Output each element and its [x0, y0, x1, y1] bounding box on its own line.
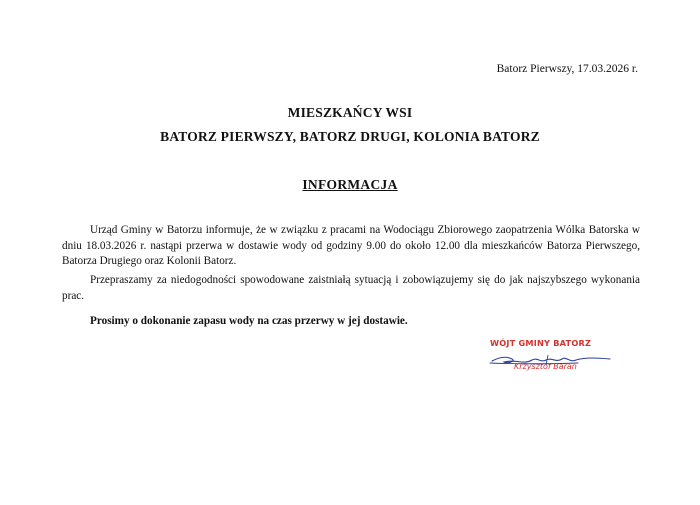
- villages-heading: BATORZ PIERWSZY, BATORZ DRUGI, KOLONIA BATORZ: [160, 129, 540, 144]
- request-paragraph: Prosimy o dokonanie zapasu wody na czas przerwy w jej dostawie.: [90, 315, 408, 327]
- addressee-heading: MIESZKAŃCY WSI: [287, 105, 413, 120]
- apology-paragraph: Przepraszamy za niedogodności spowodowane zaistniałą sytuacją i zobowiązujemy się do jak najszybszego wykonania prac.: [62, 274, 640, 302]
- notice-paragraph: Urząd Gminy w Batorzu informuje, że w związku z pracami na Wodociągu Zbiorowego zaopatrzenia Wólka Batorska w dniu 18.03.2026 r. nastąpi przerwa w dostawie wody od godziny 9.00 do około 12.00 dla mieszkańców Batorza Pierwszego, Batorza Drugiego oraz Kolonii Batorz.: [62, 224, 640, 267]
- information-heading: INFORMACJA: [302, 177, 398, 192]
- date-line: Batorz Pierwszy, 17.03.2026 r.: [496, 63, 638, 75]
- stamp-title: WÓJT GMINY BATORZ: [490, 338, 592, 348]
- official-stamp: [470, 335, 610, 380]
- stamp-name: Krzysztof Baran: [514, 362, 577, 371]
